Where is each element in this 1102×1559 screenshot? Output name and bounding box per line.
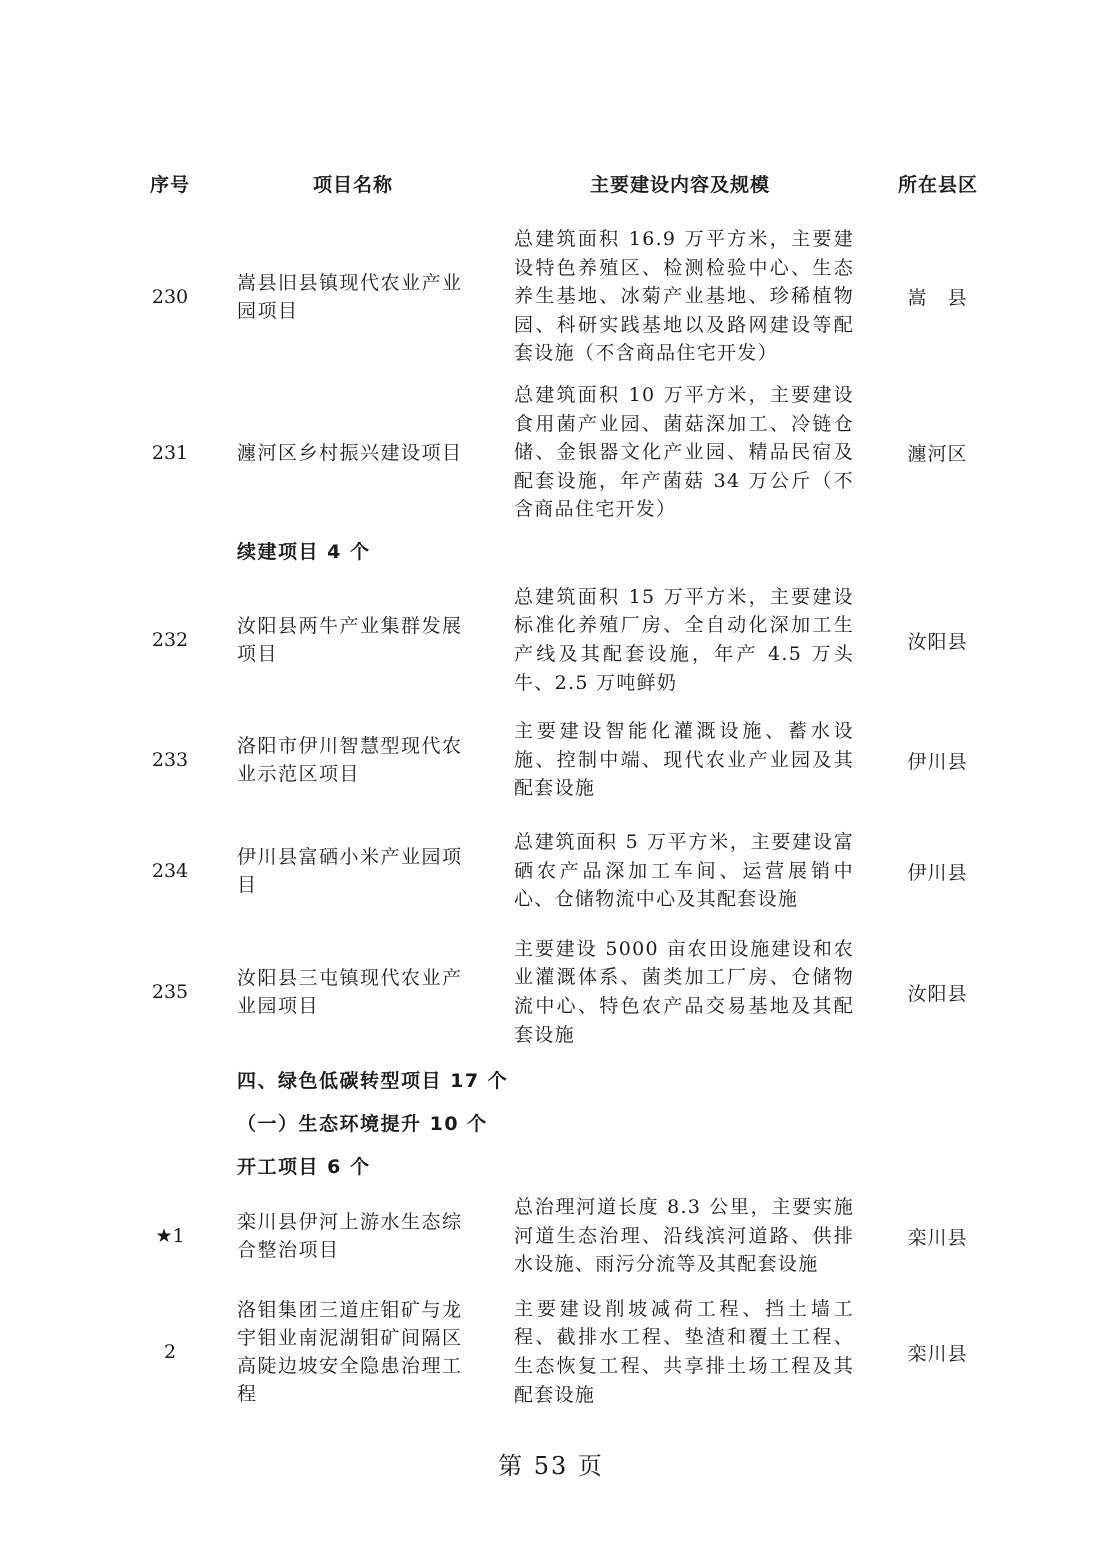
- project-description: 总建筑面积 15 万平方米，主要建设标准化养殖厂房、全自动化深加工生产线及其配套设施，年产 4.5 万头牛、2.5 万吨鲜奶: [514, 585, 854, 694]
- county: 伊川县: [907, 750, 968, 773]
- county: 汝阳县: [907, 630, 968, 653]
- project-name: 瀍河区乡村振兴建设项目: [237, 441, 463, 464]
- project-description: 总治理河道长度 8.3 公里，主要实施河道生态治理、沿线滨河道路、供排水设施、雨污分流等及其配套设施: [514, 1196, 854, 1276]
- project-description: 总建筑面积 16.9 万平方米，主要建设特色养殖区、检测检验中心、生态养生基地、冰菊产业基地、珍稀植物园、科研实践基地以及路网建设等配套设施（不含商品住宅开发）: [514, 228, 854, 365]
- header-name: 项目名称: [313, 174, 394, 196]
- section-green-lowcarbon: 四、绿色低碳转型项目 17 个: [237, 1070, 509, 1092]
- table-row: [0, 1293, 1102, 1411]
- project-description: 总建筑面积 5 万平方米，主要建设富硒农产品深加工车间、运营展销中心、仓储物流中心及其配套设施: [514, 831, 854, 911]
- section-started: 开工项目 6 个: [237, 1156, 371, 1178]
- header-desc: 主要建设内容及规模: [590, 174, 771, 196]
- row-number: 235: [151, 981, 189, 1003]
- row-number: ★1: [155, 1225, 185, 1247]
- project-name: 嵩县旧县镇现代农业产业园项目: [237, 271, 463, 322]
- row-number: 231: [151, 441, 189, 464]
- project-name: 洛钼集团三道庄钼矿与龙宇钼业南泥湖钼矿间隔区高陡边坡安全隐患治理工程: [237, 1299, 463, 1405]
- project-name: 栾川县伊河上游水生态综合整治项目: [237, 1211, 463, 1261]
- header-county: 所在县区: [898, 174, 979, 196]
- header-num: 序号: [150, 174, 191, 196]
- row-number: 232: [151, 629, 189, 651]
- county: 栾川县: [907, 1342, 968, 1365]
- project-description: 总建筑面积 10 万平方米，主要建设食用菌产业园、菌菇深加工、冷链仓储、金银器文化产业园、精品民宿及配套设施，年产菌菇 34 万公斤（不含商品住宅开发）: [514, 384, 854, 521]
- county: 嵩 县: [907, 287, 968, 309]
- table-row: [0, 933, 1102, 1051]
- county: 汝阳县: [907, 982, 968, 1005]
- table-row: [0, 581, 1102, 699]
- table-row: [0, 1191, 1102, 1281]
- project-name: 汝阳县三屯镇现代农业产业园项目: [237, 967, 463, 1017]
- table-row: [0, 380, 1102, 525]
- project-description: 主要建设削坡减荷工程、挡土墙工程、截排水工程、垫渣和覆土工程、生态恢复工程、共享排土场工程及其配套设施: [514, 1297, 854, 1406]
- county: 瀍河区: [907, 443, 968, 465]
- county: 栾川县: [907, 1226, 968, 1249]
- project-name: 伊川县富硒小米产业园项目: [237, 846, 463, 896]
- table-row: [0, 715, 1102, 805]
- table-row: [0, 826, 1102, 916]
- project-name: 洛阳市伊川智慧型现代农业示范区项目: [237, 735, 463, 785]
- project-description: 主要建设 5000 亩农田设施建设和农业灌溉体系、菌类加工厂房、仓储物流中心、特色农产品交易基地及其配套设施: [514, 937, 854, 1046]
- project-name: 汝阳县两牛产业集群发展项目: [237, 615, 463, 665]
- table-row: [0, 224, 1102, 369]
- section-continued: 续建项目 4 个: [237, 541, 371, 563]
- page-number: 第 53 页: [498, 1452, 604, 1480]
- row-number: 234: [151, 860, 189, 882]
- row-number: 2: [163, 1341, 177, 1363]
- county: 伊川县: [907, 861, 968, 884]
- section-eco-environment: （一）生态环境提升 10 个: [237, 1113, 488, 1135]
- row-number: 230: [151, 285, 189, 308]
- project-description: 主要建设智能化灌溉设施、蓄水设施、控制中端、现代农业产业园及其配套设施: [514, 720, 854, 800]
- row-number: 233: [151, 749, 189, 771]
